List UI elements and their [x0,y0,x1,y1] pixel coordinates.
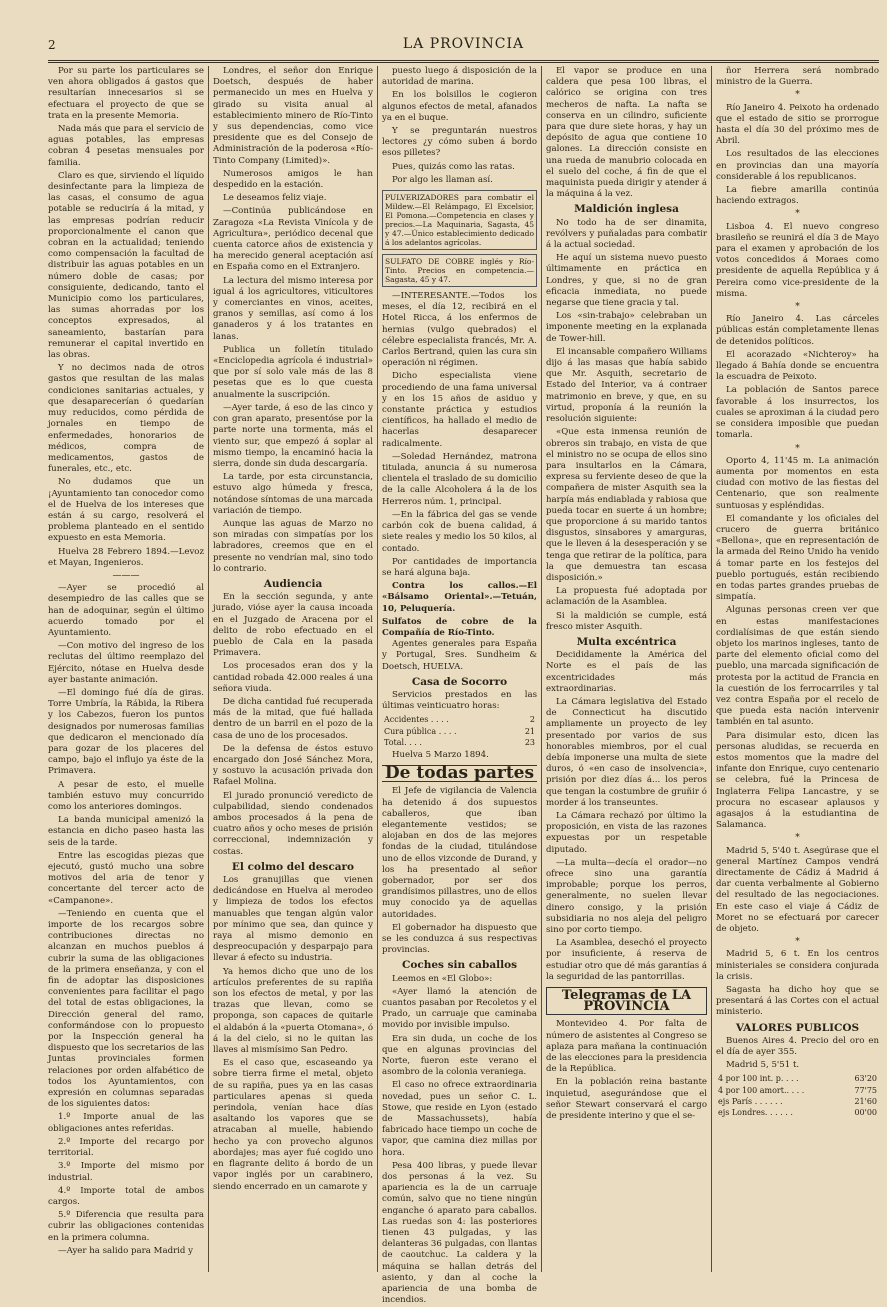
paragraph: El vapor se produce en una caldera que pesa 100 libras, el calórico se origina con tres mecheros de nafta. La nafta se conserva en un cilindro, suficiente para que dure siete horas, y hay un depósito de agua que contiene 10 galones. La dirección consiste en una rueda de manubrio colocada en el suelo del coche, á fin de que el maquinista pueda dirigir y atender á la máquina á la vez. [546,66,707,200]
paragraph: puesto luego á disposición de la autoridad de marina. [382,66,537,88]
section-title-valores: VALORES PUBLICOS [735,1021,860,1034]
paragraph: La fiebre amarilla continúa haciendo extragos. [716,185,879,207]
paragraph: Servicios prestados en las últimas veinticuatro horas: [382,689,537,712]
paragraph: Entre las escogidas piezas que ejecutó, gustó mucho una sobre motivos del aria de tenor y concertante del tercer acto de «Campanone». [48,850,204,906]
table-cell: ejs Londres. . . . . . [718,1108,793,1118]
paragraph: La Cámara rechazó por último la proposición, en vista de las razones expuestas por un respetable diputado. [546,811,707,855]
paragraph: Buenos Aires 4. Precio del oro en el día de ayer 355. [716,1035,879,1058]
paragraph: 3.º Importe del mismo por industrial. [48,1161,204,1183]
separator: ——— [112,570,140,581]
table-cell: 4 por 100 amort.. . . . [718,1085,805,1095]
paragraph: Nada más que para el servicio de aguas potables, las empresas cobran 4 pesetas mensuales por familia. [48,124,204,168]
paragraph: Montevideo 4. Por falta de número de asistentes al Congreso se aplaza para mañana la continuación de las elecciones para la presidencia de la República. [546,1019,707,1075]
paragraph: Leemos en «El Globo»: [392,973,493,984]
paragraph: 5.º Diferencia que resulta para cubrir las obligaciones contenidas en la primera columna. [48,1210,204,1243]
paragraph: Si la maldición se cumple, está fresco mister Asquith. [546,610,707,632]
table-cell: 4 por 100 int. p. . . . [718,1074,799,1084]
column-rule [541,66,542,1272]
separator: * [795,937,800,948]
paragraph: Londres, el señor don Enrique Doetsch, después de haber permanecido un mes en Huelva y girado su visita anual al establecimiento minero de Río-Tinto y sus dependencias, como vice presidente que es del Consejo de Administración de la poderosa «Río-Tinto Company (Limited)». [213,66,373,166]
paragraph: La Asamblea, desechó el proyecto por insuficiente, á reserva de estudiar otro que dé más garantías á la seguridad de las pantorrillas. [546,938,707,982]
paragraph: En la población reina bastante inquietud, asegurándose que el señor Stewart conservará el cargo de presidente interino y que el se- [546,1077,707,1122]
paragraph: Para disimular esto, dicen las personas aludidas, se recuerda en estos momentos que la madre del infante don Enrique, cuyo centenario se celebra, fué la Princesa de Inglaterra Felipa Lancastre, y se procura no escasear aplausos y agasajos á la estudiantina de Salamanca. [716,730,879,831]
paragraph: —Ayer tarde, á eso de las cinco y con gran aparato, presentóse por la parte norte una tormenta, más el viento sur, que empezó á soplar al mismo tiempo, la encaminó hacia la sierra, donde sin duda descargaría. [213,402,373,469]
paragraph: El Jefe de vigilancia de Valencia ha detenido á dos supuestos caballeros, que iban elegantemente vestidos; se alojaban en dos de las mejores fondas de la ciudad, titulándose uno de ellos vizconde de Durand, y los ha presentado al señor gobernador, por ser dos grandísimos pillastres, uno de ellos muy conocido ya de aquellas autoridades. [382,786,537,920]
page-number: 2 [48,38,56,52]
paragraph: He aquí un sistema nuevo puesto últimamente en práctica en Londres, y que, si no de gran eficacia inmediata, no puede negarse que tiene gracia y tal. [546,253,707,309]
table-cell: ejs París . . . . . . [718,1096,783,1106]
paragraph: Los «sin-trabajo» celebraban un imponente meeting en la explanada de Tower-hill. [546,311,707,344]
paragraph: El acorazado «Nichteroy» ha llegado á Bahía donde se encuentra la escuadra de Peixoto. [716,349,879,383]
paragraph: El gobernador ha dispuesto que se les conduzca á sus respectivas provincias. [382,922,537,956]
column-3 [382,66,537,1306]
paragraph: Los procesados eran dos y la cantidad robada 42.000 reales á una señora viuda. [213,661,373,694]
table-cell: 00'00 [854,1108,877,1118]
paragraph: —Con motivo del ingreso de los reclutas del último reemplazo del Ejército, nótase en Huelva desde ayer bastante animación. [48,641,204,685]
dateline: Huelva 5 Marzo 1894. [392,749,489,760]
paragraph: Aunque las aguas de Marzo no son miradas con simpatías por los labradores, creemos que en el presente no vendrían mal, sino todo lo contrario. [213,518,373,574]
paragraph: Y se preguntarán nuestros lectores ¿y cómo suben á bordo esos pilletes? [382,126,537,159]
paragraph: El caso no ofrece extraordinaria novedad, pues un señor C. L. Stowe, que reside en Lyon (estado de Massachussets), había fabricado hace tiempo un coche de vapor, que camina diez millas por hora. [382,1080,537,1158]
paragraph: Huelva 28 Febrero 1894.—Levoz et Mayan, Ingenieros. [48,546,204,568]
paragraph: 1.º Importe anual de las obligaciones antes referidas. [48,1112,204,1134]
paragraph: La Cámara legislativa del Estado de Connecticut ha discutido ampliamente un proyecto de ley presentado por varios de sus honorables miembros, por el cual debía imponerse una multa de siete duros, ó «en caso de insolvencia», prisión por diez días á... los peros que tengan la costumbre de gruñir ó morder á los transeuntes. [546,696,707,808]
table-cell: Cura pública . . . . [384,726,457,736]
paragraph: Oporto 4, 11'45 m. La animación aumenta por momentos en esta ciudad con motivo de las fiestas del Centenario, que son realmente suntuosas y espléndidas. [716,455,879,511]
paragraph: Era sin duda, un coche de los que en algunas provincias del Norte, fueron este verano el asombro de la colonia veraniega. [382,1033,537,1078]
paragraph: 4.º Importe total de ambos cargos. [48,1185,204,1207]
separator: * [795,302,800,313]
paragraph: Es el caso que, escaseando ya sobre tierra firme el metal, objeto de su rapiña, pues ya en las casas particulares apenas si queda perindola, venían hace días asaltando los vapores que se atracaban al muelle, habiendo hecho ya con provecho algunos abordajes; mas ayer fué cogido uno en flagrante delito á bordo de un vapor inglés por un carabinero, siendo encerrado en un camarote y [213,1058,373,1192]
paragraph: —Ayer ha salido para Madrid y [58,1245,194,1256]
table-row [382,737,537,748]
paragraph: Pesa 400 libras, y puede llevar dos personas á la vez. Su apariencia es la de un carruaje común, salvo que no tiene ningún enganche ó aparato para caballos. Las ruedas son 4: las posteriores tienen 43 pulgadas, y las delanteras 36 pulgadas, con llantas de caoutchuc. La caldera y la máquina se hallan detrás del asiento, y dan al coche la apariencia de una bomba de incendios. [382,1160,537,1306]
paragraph: Río Janeiro 4. Peixoto ha ordenado que el estado de sitio se prorrogue hasta el día 30 del próximo mes de Abril. [716,102,879,147]
paragraph: Pues, quizás como las ratas. [392,161,515,172]
column-rule [711,66,712,1272]
advertisement: Agentes generales para España y Portugal, Sres. Sundheim & Doetsch, HUELVA. [382,639,537,672]
section-title-audiencia: Audiencia [263,577,323,590]
paragraph: Claro es que, sirviendo el líquido desinfectante para la limpieza de las casas, el consumo de agua potable se reduciría á la mitad, y las empresas podrían reducir proporcionalmente el canon que cobran en la actualidad; teniendo como compensación la facultad de distribuir las aguas potables en un número doble de casas; por consiguiente, dedicando, tanto el Municipio como los particulares, las sumas ahorradas por los conceptos expresados, al saneamiento, bastarían para remunerar el capital invertido en las obras. [48,170,204,361]
table-row [382,714,537,725]
paragraph: —La multa—decía el orador—no ofrece sino una garantía improbable; porque los perros, generalmente, no suelen llevar dinero consigo, y la prisión subsidiaria no nos aleja del peligro sino por corto tiempo. [546,857,707,936]
paragraph: Ya hemos dicho que uno de los artículos preferentes de su rapiña son los efectos de metal, y por las trazas que llevan, como se proponga, son capaces de quitarle el aldabón á la «puerta Otomana», ó á la del cielo, si no le quitan las llaves al mismísimo San Pedro. [213,966,373,1056]
valores-table [716,1073,879,1118]
paragraph: Publica un folletín titulado «Enciclopedia agrícola é industrial» que por sí solo vale más de las 8 pesetas que es lo que cuesta anualmente la suscripción. [213,344,373,400]
paragraph: Por su parte los particulares se ven ahora obligados á gastos que resultarían innecesarios si se efectuara el proyecto de que se trata en la presente Memoria. [48,66,204,121]
section-title-colmo: El colmo del descaro [231,860,355,873]
masthead: LA PROVINCIA [402,36,525,52]
paragraph: La lectura del mismo interesa por igual á los agricultores, viticultores y comerciantes en vinos, aceites, granos y semillas, así como á los ganaderos y á los tratantes en lanas. [213,275,373,342]
table-cell: 21'60 [854,1096,877,1106]
paragraph: Sagasta ha dicho hoy que se presentará á las Cortes con el actual ministerio. [716,985,879,1018]
paragraph: Decididamente la América del Norte es el país de las excentricidades más extraordinarias. [546,650,707,694]
advertisement: Contra los callos.—El «Bálsamo Oriental».—Tetuán, 10, Peluquería. [382,581,537,614]
paragraph: En la sección segunda, y ante jurado, vióse ayer la causa incoada en el Juzgado de Aracena por el delito de robo efectuado en el pueblo de Cala en la pasada Primavera. [213,592,373,659]
paragraph: —Continúa publicándose en Zaragoza «La Revista Vinícola y de Agricultura», periódico decenal que cuenta catorce años de existencia y ha merecido general aceptación así en España como en el Extranjero. [213,206,373,273]
separator: * [795,833,800,844]
paragraph: A pesar de esto, el muelle también estuvo muy concurrido como los anteriores domingos. [48,779,204,812]
table-cell: 23 [524,737,535,747]
paragraph: Madrid 5, 6 t. En los centros ministeriales se considera conjurada la crisis. [716,949,879,982]
table-cell: Total. . . . [384,737,422,747]
separator: * [795,443,800,454]
paragraph: El comandante y los oficiales del crucero de guerra británico «Bellona», que en representación de la armada del Reino Unido ha venido á tomar parte en los festejos del pueblo portugués, están recibiendo en todas partes grandes pruebas de simpatía. [716,513,879,603]
paragraph: «Que esta inmensa reunión de obreros sin trabajo, en vista de que el ministro no se ocupa de ellos sino para insultarlos en la Cámara, expresa su ferviente deseo de que la compañera de mister Asquith sea la harpía más endiablada y rabiosa que pueda tocar en suerte á un hombre; que proporcione á su marido tantos disgustos, sinsabores y amarguras, que le lleven á la desesperación y se tenga que retirar de la política, para la que demuestra tan escasa disposición.» [546,427,707,583]
table-cell: 2 [529,715,535,725]
paragraph: Dicho especialista viene procediendo de una fama universal y en los 15 años de asiduo y constante práctica y estudios científicos, ha hallado el medio de hacerlas desaparecer radicalmente. [382,371,537,449]
column-rule [377,66,378,1272]
paragraph: El incansable compañero Williams dijo á las masas que había sabido que Mr. Asquith, secretario de Estado del Interior, va á contraer matrimonio en breve, y que, en su virtud, proponía á la reunión la resolución siguiente: [546,346,707,425]
paragraph: Los granujillas que vienen dedicándose en Huelva al merodeo y limpieza de todos los efectos manuables que tengan algún valor por mínimo que sea, dan quince y raya al mismo demonio en despreocupación y desparpajo para llevar á efecto su industria. [213,875,373,964]
column-4 [546,66,707,1280]
paragraph: La banda municipal amenizó la estancia en dicho paseo hasta las seis de la tarde. [48,815,204,848]
paragraph: Lisboa 4. El nuevo congreso brasileño se reunirá el día 3 de Mayo para el examen y aprobación de los votos concedidos á Moraes como presidente de aquella República y á Pereira como vice-presidente de la misma. [716,221,879,299]
paragraph: 2.º Importe del recargo por territorial. [48,1136,204,1159]
section-title-maldicion: Maldición inglesa [574,203,679,216]
paragraph: ñor Herrera será nombrado ministro de la Guerra. [716,66,879,88]
paragraph: Le deseamos feliz viaje. [223,193,327,204]
column-5 [716,66,879,1280]
paragraph: —El domingo fué día de giras. Torre Umbría, la Rábida, la Ribera y los Cabezos, fueron los puntos designados por numerosas familias que dedicaron el mencionado día para gozar de los placeres del campo, bajo el influjo ya éste de la Primavera. [48,687,204,777]
paragraph: La propuesta fué adoptada por aclamación de la Asamblea. [546,586,707,608]
paragraph: Los resultados de las elecciones en provincias dan una mayoría considerable á los republicanos. [716,149,879,182]
advertisement-title: Sulfatos de cobre de la Compañía de Río-Tinto. [382,616,537,638]
paragraph: —Teniendo en cuenta que el importe de los recargos sobre contribuciones directas no alcanzan en muchos pueblos á cubrir la suma de las obligaciones de la primera enseñanza, y con el fin de adoptar las disposiciones convenientes para facilitar el pago del total de estas obligaciones, la Dirección general del ramo, conformándose con lo propuesto por la Inspección general ha dispuesto que los secretarios de las Juntas provinciales formen relaciones por orden alfabético de todos los Ayuntamientos, con expresión en columnas separadas de los siguientes datos: [48,908,204,1110]
paragraph: —Soledad Hernández, matrona titulada, anuncia á su numerosa clientela el traslado de su domicilio de la calle Alcoholera á la de los Herreros núm. 1, principal. [382,451,537,507]
socorro-table [382,714,537,748]
separator: * [795,209,800,220]
section-title-telegramas: Telegramas de LA PROVINCIA [546,987,707,1015]
paragraph: Madrid 5, 5'40 t. Asegúrase que el general Martínez Campos vendrá directamente de Cádiz á Madrid á dar cuenta verbalmente al Gobierno del resultado de las negociaciones. En este caso el viaje á Cádiz de Moret no se efectuará por carecer de objeto. [716,845,879,935]
paragraph: Por algo les llaman así. [392,174,493,185]
section-title-todas-partes: De todas partes [382,765,537,782]
paragraph: Numerosos amigos le han despedido en la estación. [213,168,373,191]
paragraph: —Ayer se procedió al desempiedro de las calles que se han de adoquinar, según el último acuerdo tomado por el Ayuntamiento. [48,583,204,638]
separator: * [795,90,800,101]
paragraph: —INTERESANTE.—Todos los meses, el día 12, recibirá en el Hotel Ricca, á los enfermos de hernias (vulgo quebrados) el célebre especialista francés, Mr. A. Carlos Bertrand, quien las cura sin operación ni régimen. [382,291,537,369]
column-2 [213,66,373,1280]
paragraph: No todo ha de ser dinamita, revólvers y puñaladas para combatir á la actual sociedad. [546,217,707,251]
column-rule [208,66,209,1272]
table-row [716,1107,879,1118]
dateline: Madrid 5, 5'51 t. [726,1060,800,1071]
table-row [716,1073,879,1084]
paragraph: —En la fábrica del gas se vende carbón cok de buena calidad, á siete reales y medio los 50 kilos, al contado. [382,509,537,554]
paragraph: Algunas personas creen ver que en estas manifestaciones cordialísimas de que están siendo objeto los marinos ingleses, tanto de parte del elemento oficial como del pueblo, una marcada significación de protesta por la actitud de Francia en la cuestión de los ferrocarriles y tal vez contra España por el recelo de que pueda esta nación intervenir también en tal asunto. [716,605,879,728]
table-row [716,1085,879,1096]
paragraph: El jurado pronunció veredicto de culpabilidad, siendo condenados ambos procesados á la pena de cuatro años y ocho meses de prisión correccional, indemnización y costas. [213,790,373,857]
table-cell: 77'75 [854,1085,877,1095]
table-cell: 21 [524,726,535,736]
paragraph: Por cantidades de importancia se hará alguna baja. [382,556,537,578]
advertisement: PULVERIZADORES para combatir el Mildew.—El Relámpago, El Excelsior, El Pomona.—Competencia en clases y precios.—La Maquinaria, Sagasta, 45 y 47.—Único establecimiento dedicado á los adelantos agrícolas. [382,190,537,250]
table-cell: 63'20 [854,1074,877,1084]
paragraph: Y no decimos nada de otros gastos que resultan de las malas condiciones sanitarias actuales, y que desaparecerían ó quedarían muy reducidos, como pérdida de jornales en tiempo de enfermedades, honorarios de médicos, compra de medicamentos, gastos de funerales, etc., etc. [48,363,204,475]
page-header [48,34,879,63]
paragraph: La población de Santos parece favorable á los insurrectos, los cuales se aproximan á la ciudad pero se considera imposible que puedan tomarla. [716,385,879,441]
table-cell: Accidentes . . . . [384,715,449,725]
paragraph: «Ayer llamó la atención de cuantos pasaban por Recoletos y el Prado, un carruaje que caminaba movido por invisible impulso. [382,986,537,1031]
section-title-coches: Coches sin caballos [401,959,518,972]
advertisement: SULFATO DE COBRE inglés y Río-Tinto. Precios en competencia.—Sagasta, 45 y 47. [382,254,537,287]
paragraph: En los bolsillos le cogieron algunos efectos de metal, afanados ya en el buque. [382,90,537,123]
paragraph: La tarde, por esta circunstancia, estuvo algo húmeda y fresca, notándose síntomas de una marcada variación de tiempo. [213,472,373,516]
paragraph: No dudamos que un ¡Ayuntamiento tan conocedor como el de Huelva de los intereses que están á su cargo, resolverá el problema planteado en el sentido expuesto en esta Memoria. [48,477,204,544]
paragraph: De dicha cantidad fué recuperada más de la mitad, que fué hallada dentro de un barril en el pozo de la casa de uno de los procesados. [213,696,373,741]
section-title-multa: Multa excéntrica [576,635,677,648]
column-1 [48,66,204,1280]
table-row [716,1096,879,1107]
paragraph: Río Janeiro 4. Las cárceles públicas están completamente llenas de detenidos políticos. [716,314,879,347]
paragraph: De la defensa de éstos estuvo encargado don José Sánchez Mora, y sostuvo la acusación privada don Rafael Molina. [213,743,373,788]
section-title-socorro: Casa de Socorro [411,675,508,688]
table-row [382,726,537,737]
